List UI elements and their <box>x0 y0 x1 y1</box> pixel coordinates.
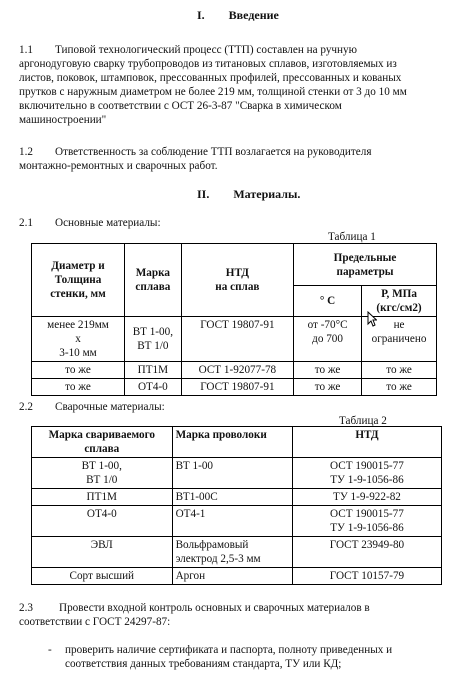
section-number: I. <box>197 8 205 22</box>
bullet-line: проверить наличие сертификата и паспорта, полноту приведенных и <box>65 644 393 656</box>
table-row: то же ОТ4-0 ГОСТ 19807-91 то же то же <box>32 379 437 396</box>
paragraph-number: 2.3 <box>19 602 33 614</box>
header-limits: Предельные параметры <box>294 244 437 286</box>
paragraph-number: 1.1 <box>19 44 33 56</box>
section-heading-1 <box>197 8 279 23</box>
header-ntd: НТД на сплав <box>181 244 293 317</box>
header-diameter: Диаметр и Толщина стенки, мм <box>32 244 125 317</box>
paragraph-line: Типовой технологический процесс (ТТП) составлен на ручную <box>55 44 357 56</box>
header-temperature: ° С <box>294 286 362 317</box>
table-row: то же ПТ1М ОСТ 1-92077-78 то же то же <box>32 362 437 379</box>
paragraph-number: 1.2 <box>19 146 33 158</box>
section-number: II. <box>197 187 210 201</box>
table-row: ПТ1М ВТ1-00С ТУ 1-9-922-82 <box>32 489 442 506</box>
table-2-caption: Таблица 2 <box>339 415 387 427</box>
section-title: Материалы. <box>233 187 301 201</box>
bullet-line: соответствия данных требованиям стандарта, ТУ или КД; <box>65 658 342 670</box>
bullet-item <box>48 643 448 671</box>
table-row: ВТ 1-00, ВТ 1/0 ВТ 1-00 ОСТ 190015-77 ТУ 1-9-1056-86 <box>32 458 442 489</box>
table-row: ОТ4-0 ОТ4-1 ОСТ 190015-77 ТУ 1-9-1056-86 <box>32 506 442 537</box>
paragraph-number: 2.2 <box>19 401 33 413</box>
section-title: Введение <box>228 8 279 22</box>
paragraph-line: листов, поковок, штамповок, прессованных профилей, прессованных и кованых <box>19 72 402 84</box>
paragraph-text: Сварочные материалы: <box>55 401 165 413</box>
table-row: менее 219мм х 3-10 мм ВТ 1-00, ВТ 1/0 ГОСТ 19807-91 от -70°С до 700 не ограничено <box>32 317 437 362</box>
paragraph-2-2 <box>19 400 451 414</box>
header-ntd: НТД <box>292 427 441 458</box>
section-heading-2 <box>197 187 300 202</box>
table-row: Сорт высший Аргон ГОСТ 10157-79 <box>32 568 442 585</box>
paragraph-line: аргонодуговую сварку трубопроводов из титановых сплавов, изготовляемых из <box>19 58 397 70</box>
paragraph-2-1 <box>19 216 451 230</box>
paragraph-line: Ответственность за соблюдение ТТП возлагается на руководителя <box>55 146 372 158</box>
paragraph-1-1 <box>19 43 451 127</box>
welding-materials-table <box>31 426 442 585</box>
paragraph-2-3 <box>19 601 451 629</box>
paragraph-line: прутков с наружным диаметром не более 219 мм, толщиной стенки от 3 до 10 мм <box>19 86 407 98</box>
header-wire: Марка проволоки <box>172 427 292 458</box>
table-row: ЭВЛ Вольфрамовый электрод 2,5-3 мм ГОСТ 23949-80 <box>32 537 442 568</box>
header-grade: Марка сплава <box>125 244 182 317</box>
paragraph-1-2 <box>19 145 451 173</box>
header-pressure: Р, МПа (кгс/см2) <box>362 286 437 317</box>
header-material: Марка свариваемого сплава <box>32 427 173 458</box>
paragraph-line: монтажно-ремонтных и сварочных работ. <box>19 160 218 172</box>
table-1-caption: Таблица 1 <box>328 231 376 243</box>
paragraph-line: включительно в соответствии с ОСТ 26-3-87 "Сварка в химическом <box>19 100 342 112</box>
bullet-dash: - <box>48 644 52 656</box>
paragraph-line: соответствии с ГОСТ 24297-87: <box>19 616 171 628</box>
paragraph-number: 2.1 <box>19 217 33 229</box>
paragraph-line: Провести входной контроль основных и сварочных материалов в <box>59 602 370 614</box>
paragraph-text: Основные материалы: <box>55 217 161 229</box>
paragraph-line: машиностроении" <box>19 114 107 126</box>
mouse-cursor-icon <box>367 311 377 327</box>
